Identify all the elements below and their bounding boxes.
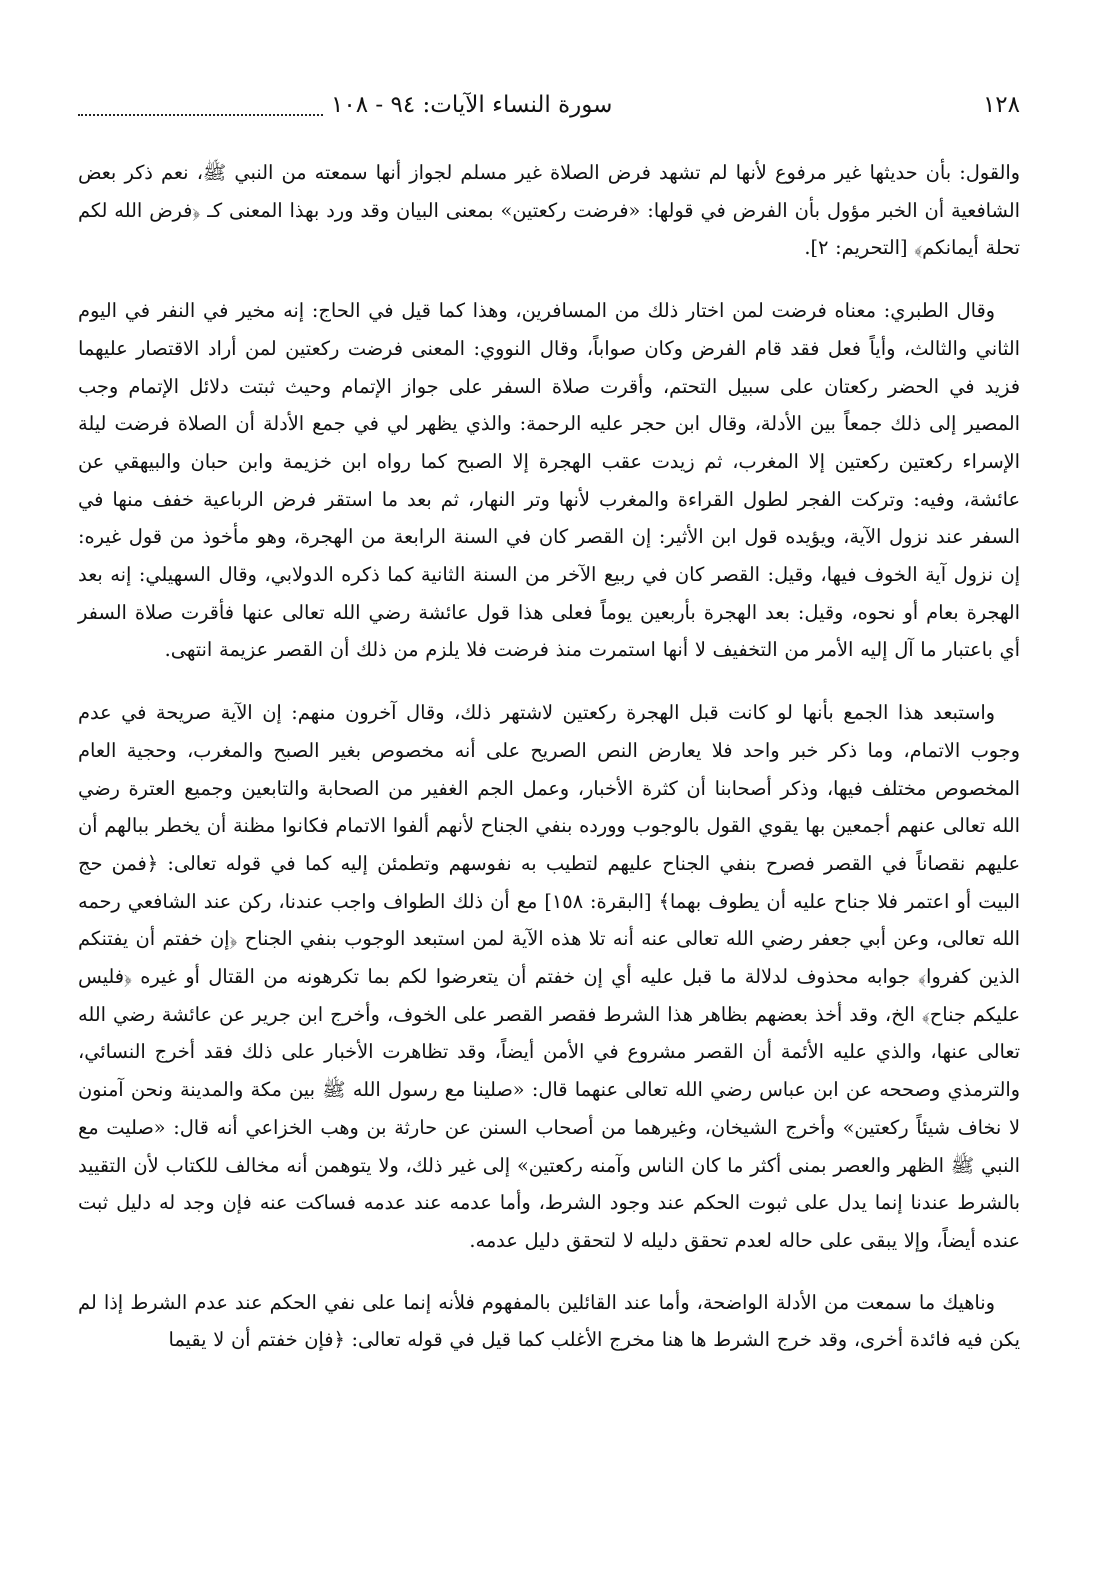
book-page bbox=[78, 86, 1020, 1556]
paragraph-opening: والقول: بأن حديثها غير مرفوع لأنها لم تشهد فرض الصلاة غير مسلم لجواز أنها سمعته من النبي ﷺ، نعم ذكر بعض الشافعية أن الخبر مؤول بأن الفرض في قولها: «فرضت ركعتين» بمعنى البيان وقد ورد بهذا المعنى كـ ﴿فرض الله لكم تحلة أيمانكم﴾ [التحريم: ٢]. bbox=[78, 161, 1020, 260]
page-content bbox=[78, 154, 1020, 1359]
page-number: ١٢٨ bbox=[982, 92, 1020, 118]
page-header bbox=[78, 86, 1020, 120]
running-title bbox=[78, 90, 612, 120]
paragraph-objection: واستبعد هذا الجمع بأنها لو كانت قبل الهجرة ركعتين لاشتهر ذلك، وقال آخرون منهم: إن الآية صريحة في عدم وجوب الاتمام، وما ذكر خبر واحد فلا يعارض النص الصريح على أنه مخصوص بغير الصبح والمغرب، وحجية العام المخصوص مختلف فيها، وذكر أصحابنا أن كثرة الأخبار، وعمل الجم الغفير من الصحابة والتابعين وجميع العترة رضي الله تعالى عنهم أجمعين بها يقوي القول بالوجوب وورده بنفي الجناح لأنهم ألفوا الاتمام فكانوا مظنة أن يخطر ببالهم أن عليهم نقصاناً في القصر فصرح بنفي الجناح عليهم لتطيب به نفوسهم وتطمئن إليه كما في قوله تعالى: ﴿فمن حج البيت أو اعتمر فلا جناح عليه أن يطوف بهما﴾ [البقرة: ١٥٨] مع أن ذلك الطواف واجب عندنا، ركن عند الشافعي رحمه الله تعالى، وعن أبي جعفر رضي الله تعالى عنه أنه تلا هذه الآية لمن استبعد الوجوب بنفي الجناح ﴿إن خفتم أن يفتنكم الذين كفروا﴾ جوابه محذوف لدلالة ما قبل عليه أي إن خفتم أن يتعرضوا لكم بما تكرهونه من القتال أو غيره ﴿فليس عليكم جناح﴾ الخ، وقد أخذ بعضهم بظاهر هذا الشرط فقصر القصر على الخوف، وأخرج ابن جرير عن عائشة رضي الله تعالى عنها، والذي عليه الأئمة أن القصر مشروع في الأمن أيضاً، وقد تظاهرت الأخبار على ذلك فقد أخرج النسائي، والترمذي وصححه عن ابن عباس رضي الله تعالى عنهما قال: «صلينا مع رسول الله ﷺ بين مكة والمدينة ونحن آمنون لا نخاف شيئاً ركعتين» وأخرج الشيخان، وغيرهما من أصحاب السنن عن حارثة بن وهب الخزاعي أنه قال: «صليت مع النبي ﷺ الظهر والعصر بمنى أكثر ما كان الناس وآمنه ركعتين» إلى غير ذلك، ولا يتوهمن أنه مخالف للكتاب لأن التقييد بالشرط عندنا إنما يدل على ثبوت الحكم عند وجود الشرط، وأما عدمه عند عدمه فساكت عنه فإن وجد له دليل ثبت عنده أيضاً، وإلا يبقى على حاله لعدم تحقق دليله لا لتحقق دليل عدمه. bbox=[78, 701, 1020, 1252]
paragraph-tabari: وقال الطبري: معناه فرضت لمن اختار ذلك من المسافرين، وهذا كما قيل في الحاج: إنه مخير في النفر في اليوم الثاني والثالث، وأياً فعل فقد قام الفرض وكان صواباً، وقال النووي: المعنى فرضت ركعتين لمن أراد الاقتصار عليهما فزيد في الحضر ركعتان على سبيل التحتم، وأقرت صلاة السفر على جواز الإتمام وحيث ثبتت دلائل الإتمام وجب المصير إلى ذلك جمعاً بين الأدلة، وقال ابن حجر عليه الرحمة: والذي يظهر لي في جمع الأدلة أن الصلاة فرضت ليلة الإسراء ركعتين ركعتين إلا المغرب، ثم زيدت عقب الهجرة إلا الصبح كما رواه ابن خزيمة وابن حبان والبيهقي عن عائشة، وفيه: وتركت الفجر لطول القراءة والمغرب لأنها وتر النهار، ثم بعد ما استقر فرض الرباعية خفف منها في السفر عند نزول الآية، ويؤيده قول ابن الأثير: إن القصر كان في السنة الرابعة من الهجرة، وهو مأخوذ من قول غيره: إن نزول آية الخوف فيها، وقيل: القصر كان في ربيع الآخر من السنة الثانية كما ذكره الدولابي، وقال السهيلي: إنه بعد الهجرة بعام أو نحوه، وقيل: بعد الهجرة بأربعين يوماً فعلى هذا قول عائشة رضي الله تعالى عنها فأقرت صلاة السفر أي باعتبار ما آل إليه الأمر من التخفيف لا أنها استمرت منذ فرضت فلا يلزم من ذلك أن القصر عزيمة انتهى. bbox=[78, 299, 1020, 662]
paragraph-conclusion: وناهيك ما سمعت من الأدلة الواضحة، وأما عند القائلين بالمفهوم فلأنه إنما على نفي الحكم عند عدم الشرط إذا لم يكن فيه فائدة أخرى، وقد خرج الشرط ها هنا مخرج الأغلب كما قيل في قوله تعالى: ﴿فإن خفتم أن لا يقيما bbox=[78, 1290, 1020, 1352]
chapter-title: سورة النساء الآيات: ٩٤ - ١٠٨ bbox=[331, 92, 613, 118]
dotted-leader bbox=[78, 106, 323, 116]
